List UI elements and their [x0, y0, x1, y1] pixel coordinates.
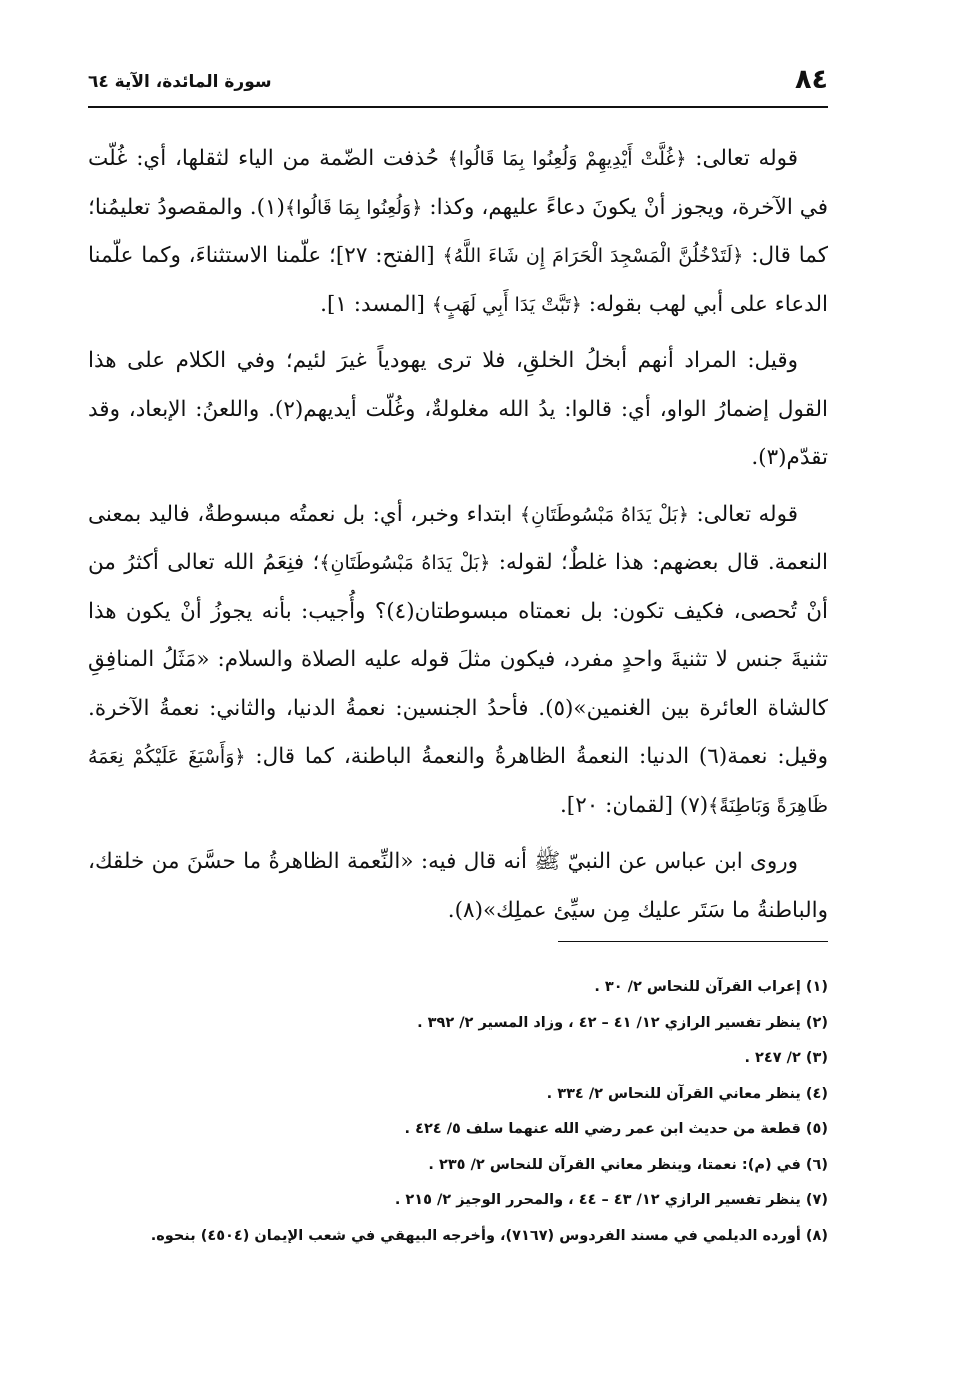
quran-quote: ﴿وَلُعِنُوا بِمَا قَالُوا﴾: [284, 196, 423, 219]
main-text: [88, 135, 828, 943]
footnote-item: (٥) قطعة من حديث ابن عمر رضي الله عنهما سلف ٥/ ٤٢٤ .: [404, 1121, 828, 1137]
text-run: ابتداء وخبر، أي: بل نعمتُه مبسوطةٌ، فاليد بمعنى النعمة. قال بعضهم: هذا غلطٌ؛ لقوله:: [88, 501, 828, 575]
footnotes-list: [88, 970, 828, 1254]
quran-quote: ﴿بَلْ يَدَاهُ مَبْسُوطَتَانِ﴾: [319, 552, 491, 574]
quran-quote: ﴿غُلَّتْ أَيْدِيهِمْ وَلُعِنُوا بِمَا قَالُوا﴾: [447, 148, 687, 170]
text-run: قوله تعالى:: [686, 146, 799, 171]
text-run: [المسد: ١].: [320, 291, 432, 317]
quran-quote: ﴿بَلْ يَدَاهُ مَبْسُوطَتَانِ﴾: [519, 503, 689, 526]
quran-quote: ﴿لَتَدْخُلُنَّ الْمَسْجِدَ الْحَرَامَ إِن شَاءَ اللَّهُ﴾: [442, 245, 744, 267]
text-run: حُذفت الضّمة من الياء لثقلها، أي: غُلّت في الآخرة، ويجوز أنْ يكونَ دعاءً عليهم، وكذا:: [88, 146, 828, 220]
text-run: وروى ابن عباس عن النبيّ ﷺ أنه قال فيه: «النِّعمة الظاهرةُ ما حسَّنَ من خلقك، والباطنةُ ما سَتَر عليك مِن سيِّئ عملِك»(٨).: [88, 849, 828, 923]
footnote-item: (٤) ينظر معاني القرآن للنحاس ٢/ ٣٣٤ .: [546, 1085, 828, 1102]
body-paragraph: [88, 337, 828, 483]
page-header: [88, 62, 828, 108]
text-run: وقيل: المراد أنهم أبخلُ الخلقِ، فلا ترى يهودياً غيرَ لئيم؛ وفي الكلام على هذا القول إضمارُ الواو، أي: قالوا: يدُ الله مغلولةٌ، وغُلّت أيديهم(٢). واللعنُ: الإبعاد، وقد تقدّم(٣).: [88, 348, 828, 470]
footnote-item: (٦) في (م): نعمتا، وينظر معاني القرآن للنحاس ٢/ ٢٣٥ .: [428, 1156, 828, 1173]
body-paragraph: [88, 838, 828, 935]
quran-quote: ﴿وَأَسْبَغَ عَلَيْكُمْ نِعَمَهُ ظَاهِرَةً وَبَاطِنَةً﴾: [88, 746, 828, 817]
quran-quote: ﴿تَبَّتْ يَدَا أَبِي لَهَبٍ﴾: [431, 293, 582, 316]
footnote-item: (٨) أورده الديلمي في مسند الفردوس (٧١٦٧)، وأخرجه البيهقي في شعب الإيمان (٤٥٠٤) بنحوه.: [150, 1227, 828, 1244]
page-number: ٨٤: [795, 64, 828, 95]
body-paragraph: [88, 135, 828, 329]
footnote-item: (١) إعراب القرآن للنحاس ٢/ ٣٠ .: [594, 979, 828, 995]
text-run: قوله تعالى:: [688, 501, 798, 527]
text-run: ؛ فنِعَمُ الله تعالى أكثرُ من أنْ تُحصى، فكيف تكون: بل نعمتاه مبسوطتان(٤)؟ وأُجيب: بأنه يجوزُ أنْ يكون هذا تثنيةَ جنس لا تثنيةَ واحدٍ مفرد، فيكون مثلَ قوله عليه الصلاة والسلام: «مَثَلُ المنافِقِ كالشاة العائرة بين الغنمين»(٥). فأحدُ الجنسين: نعمةُ الدنيا، والثاني: نعمةُ الآخرة. وقيل: نعمة(٦) الدنيا: النعمةُ الظاهرةُ والنعمةُ الباطنة، كما قال:: [88, 550, 828, 769]
footnote-divider: [558, 941, 828, 942]
footnote-item: (٧) ينظر تفسير الرازي ١٢/ ٤٣ – ٤٤ ، والمحرر الوجيز ٢/ ٢١٥ .: [394, 1192, 828, 1208]
text-run: (٧) [لقمان: ٢٠].: [559, 792, 709, 818]
text-run: [الفتح: ٢٧]؛ علّمنا الاستثناءَ، وكما علّمنا الدعاء على أبي لهب بقوله:: [88, 243, 828, 317]
running-head: سورة المائدة، الآية ٦٤: [88, 72, 272, 92]
text-run: (١). والمقصودُ تعليمُنا؛ كما قال:: [88, 194, 828, 268]
footnote-item: (٣) ٢/ ٢٤٧ .: [744, 1050, 828, 1066]
footnote-item: (٢) ينظر تفسير الرازي ١٢/ ٤١ – ٤٢ ، وزاد المسير ٢/ ٣٩٢ .: [417, 1014, 828, 1031]
body-paragraph: [88, 491, 828, 831]
